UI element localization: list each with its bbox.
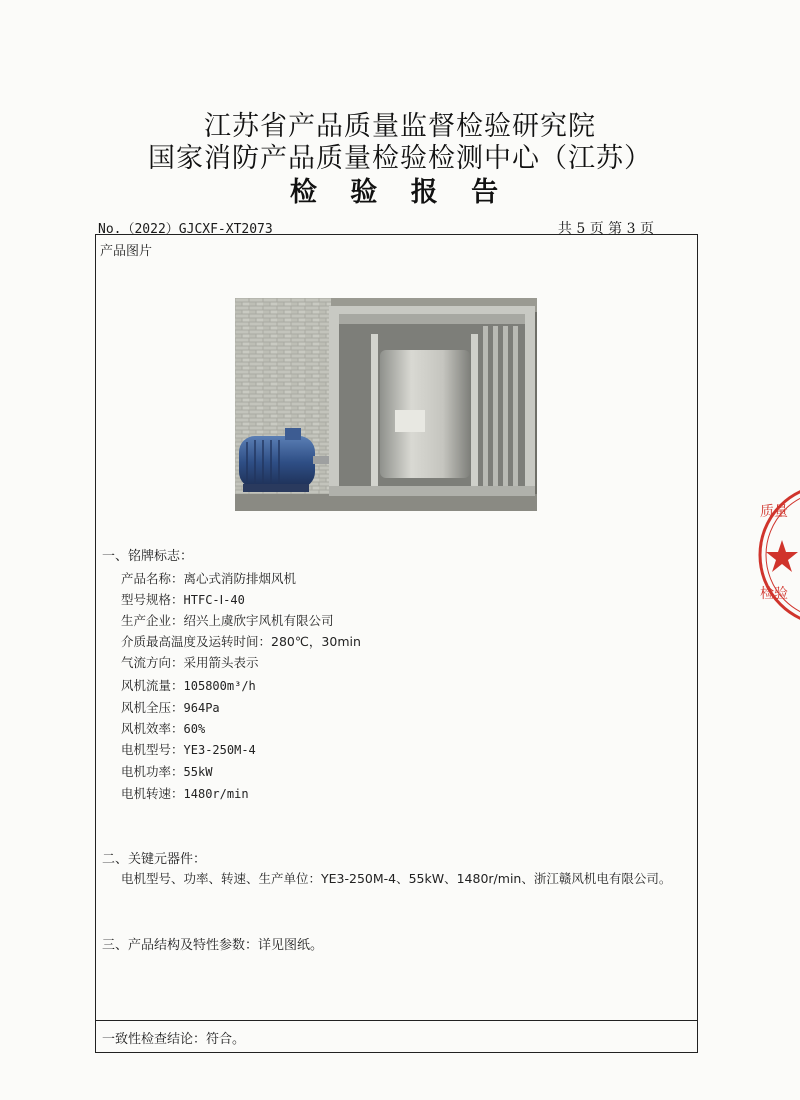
- page-indicator: 共 5 页 第 3 页: [557, 221, 654, 237]
- row-value: 105800m³/h: [183, 679, 256, 693]
- row-key: 电机型号：: [121, 742, 184, 757]
- nameplate-row: [121, 653, 259, 671]
- row-value: YE3-250M-4: [183, 743, 256, 757]
- row-key: 介质最高温度及运转时间：: [121, 634, 272, 649]
- org-title: 江苏省产品质量监督检验研究院: [204, 111, 596, 142]
- key-components-text: 电机型号、功率、转速、生产单位：YE3-250M-4、55kW、1480r/min、浙江赣风机电有限公司。: [121, 871, 672, 886]
- row-value: 绍兴上虞欣宇风机有限公司: [183, 613, 334, 628]
- row-key: 风机全压：: [121, 700, 184, 715]
- conclusion-divider: [95, 1020, 698, 1021]
- row-value: HTFC-Ⅰ-40: [183, 593, 245, 607]
- row-value: 1480r/min: [183, 787, 249, 801]
- row-value: 964Pa: [183, 701, 220, 715]
- nameplate-row: [121, 740, 256, 758]
- row-key: 电机功率：: [121, 764, 184, 779]
- stamp-text-top: 质量: [760, 504, 788, 520]
- nameplate-row: [121, 762, 212, 780]
- key-components-title: 二、关键元器件：: [102, 852, 207, 867]
- row-key: 风机效率：: [121, 721, 184, 736]
- nameplate-row: [121, 698, 220, 716]
- nameplate-row: [121, 632, 361, 650]
- report-title: 检 验 报 告: [289, 177, 511, 208]
- row-value: 55kW: [183, 765, 213, 779]
- nameplate-row: [121, 569, 296, 587]
- row-value: 离心式消防排烟风机: [183, 571, 297, 586]
- structure-text: 三、产品结构及特性参数：详见图纸。: [102, 938, 324, 953]
- nameplate-row: [121, 611, 334, 629]
- nameplate-row: [121, 676, 256, 694]
- nameplate-row: [121, 590, 245, 608]
- conclusion-text: 一致性检查结论：符合。: [102, 1032, 246, 1047]
- row-value: 280℃，30min: [271, 634, 361, 649]
- row-key: 产品名称：: [121, 571, 184, 586]
- row-value: 60%: [183, 722, 206, 736]
- row-key: 生产企业：: [121, 613, 184, 628]
- row-key: 型号规格：: [121, 592, 184, 607]
- centrifugal-fan-photo: [235, 298, 537, 511]
- row-key: 气流方向：: [121, 655, 184, 670]
- nameplate-row: [121, 719, 205, 737]
- nameplate-title: 一、铭牌标志：: [102, 549, 194, 564]
- row-key: 电机转速：: [121, 786, 184, 801]
- inspection-stamp: [752, 480, 800, 630]
- photo-section-label: 产品图片: [100, 244, 153, 259]
- row-value: 采用箭头表示: [183, 655, 259, 670]
- report-number: No.（2022）GJCXF-XT2073: [98, 222, 273, 237]
- nameplate-row: [121, 784, 249, 802]
- stamp-text-bottom: 检验: [760, 586, 788, 602]
- row-key: 风机流量：: [121, 678, 184, 693]
- center-title: 国家消防产品质量检验检测中心（江苏）: [148, 143, 652, 174]
